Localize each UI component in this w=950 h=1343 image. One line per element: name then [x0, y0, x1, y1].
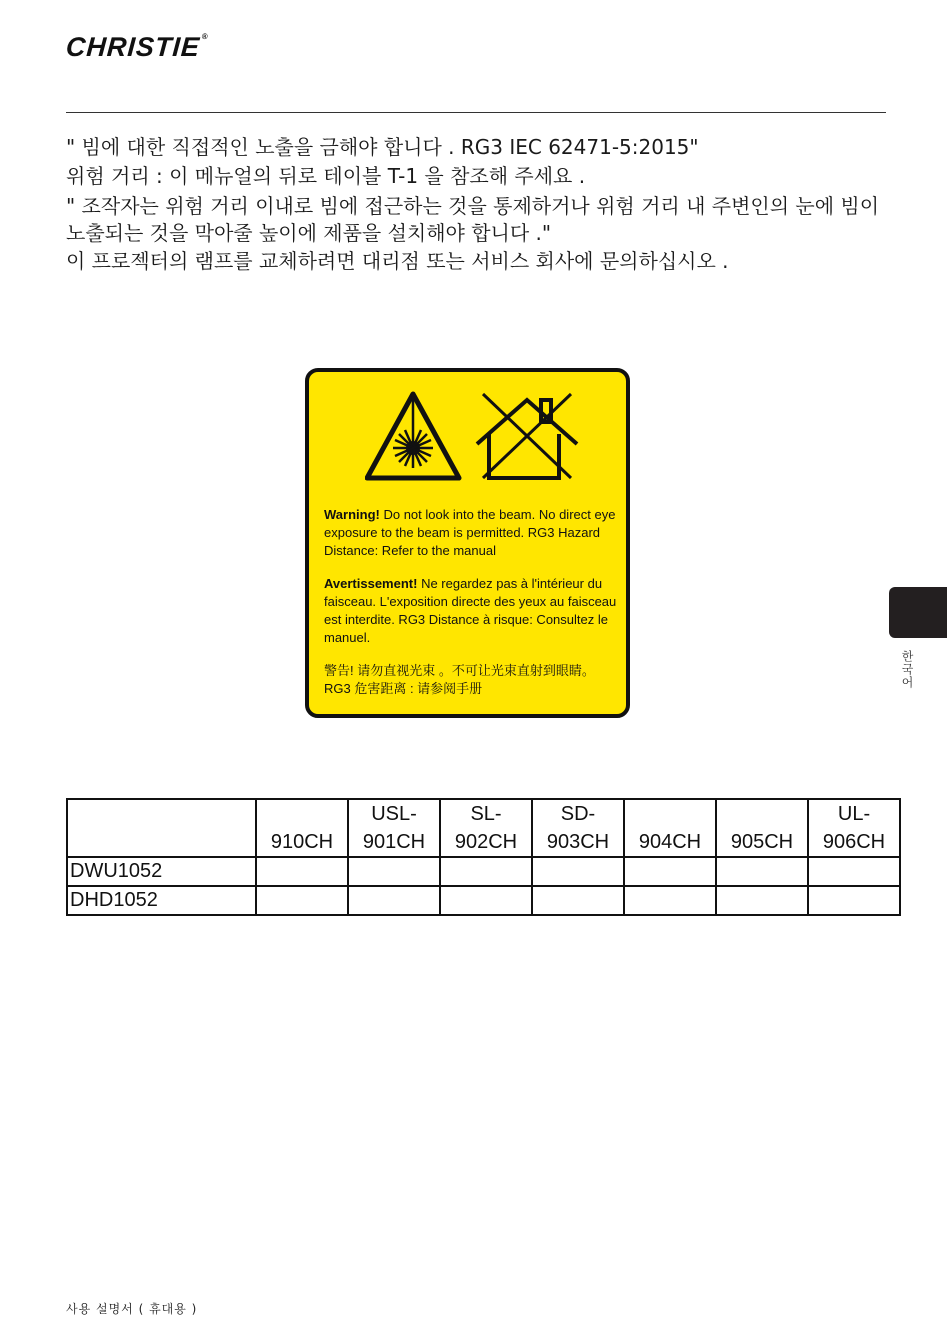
table-cell	[624, 857, 716, 886]
table-header: 904CH	[624, 799, 716, 857]
table-cell	[532, 886, 624, 915]
notice-line-2: 위험 거리 : 이 메뉴얼의 뒤로 테이블 T-1 을 참조해 주세요 .	[66, 164, 586, 188]
table-cell	[532, 857, 624, 886]
rg3-warning-label	[305, 368, 630, 718]
footer-text: 사용 설명서 ( 휴대용 )	[66, 1302, 198, 1316]
model-name: DWU1052	[67, 857, 256, 886]
table-cell	[716, 857, 808, 886]
table-header: 910CH	[256, 799, 348, 857]
table-header: UL- 906CH	[808, 799, 900, 857]
table-header: SL- 902CH	[440, 799, 532, 857]
chapter-tab	[889, 587, 947, 638]
notice-line-4: 이 프로젝터의 램프를 교체하려면 대리점 또는 서비스 회사에 문의하십시오 .	[66, 249, 729, 273]
warning-label-text	[324, 506, 624, 713]
table-row	[67, 857, 900, 886]
header-divider	[66, 112, 886, 113]
table-cell	[808, 857, 900, 886]
table-header	[67, 799, 256, 857]
model-name: DHD1052	[67, 886, 256, 915]
table-cell	[440, 886, 532, 915]
model-table	[66, 798, 901, 916]
table-header-row	[67, 799, 900, 857]
notice-line-3: " 조작자는 위험 거리 이내로 빔에 접근하는 것을 통제하거나 위험 거리 내 주변인의 눈에 빔이 노출되는 것을 막아줄 높이에 제품을 설치해야 합니다 ."	[66, 194, 880, 245]
language-tab-label: 한국어	[900, 650, 914, 689]
table-cell	[348, 857, 440, 886]
notice-line-1: " 빔에 대한 직접적인 노출을 금해야 합니다 . RG3 IEC 62471-5:2015"	[66, 135, 699, 159]
table-header: USL- 901CH	[348, 799, 440, 857]
table-cell	[256, 857, 348, 886]
table-header: SD- 903CH	[532, 799, 624, 857]
christie-logo: CHRISTIE®	[64, 32, 210, 62]
warning-icons	[365, 390, 580, 490]
table-header: 905CH	[716, 799, 808, 857]
table-row	[67, 886, 900, 915]
table-cell	[808, 886, 900, 915]
warning-zh: 警告! 请勿直视光束 。不可让光束直射到眼睛。 RG3 危害距离 : 请参阅手册	[324, 663, 595, 696]
safety-notice	[66, 133, 888, 276]
table-cell	[440, 857, 532, 886]
warning-en: Warning! Do not look into the beam. No direct eye exposure to the beam is permitted. RG3 Hazard Distance: Refer to the manual	[324, 507, 616, 558]
table-cell	[624, 886, 716, 915]
warning-fr: Avertissement! Ne regardez pas à l'intérieur du faisceau. L'exposition directe des yeux au faisceau est interdite. RG3 Distance à risque: Consultez le manuel.	[324, 576, 617, 645]
table-cell	[716, 886, 808, 915]
table-cell	[256, 886, 348, 915]
table-cell	[348, 886, 440, 915]
laser-warning-triangle-icon	[367, 394, 459, 478]
no-household-use-icon	[477, 394, 577, 478]
